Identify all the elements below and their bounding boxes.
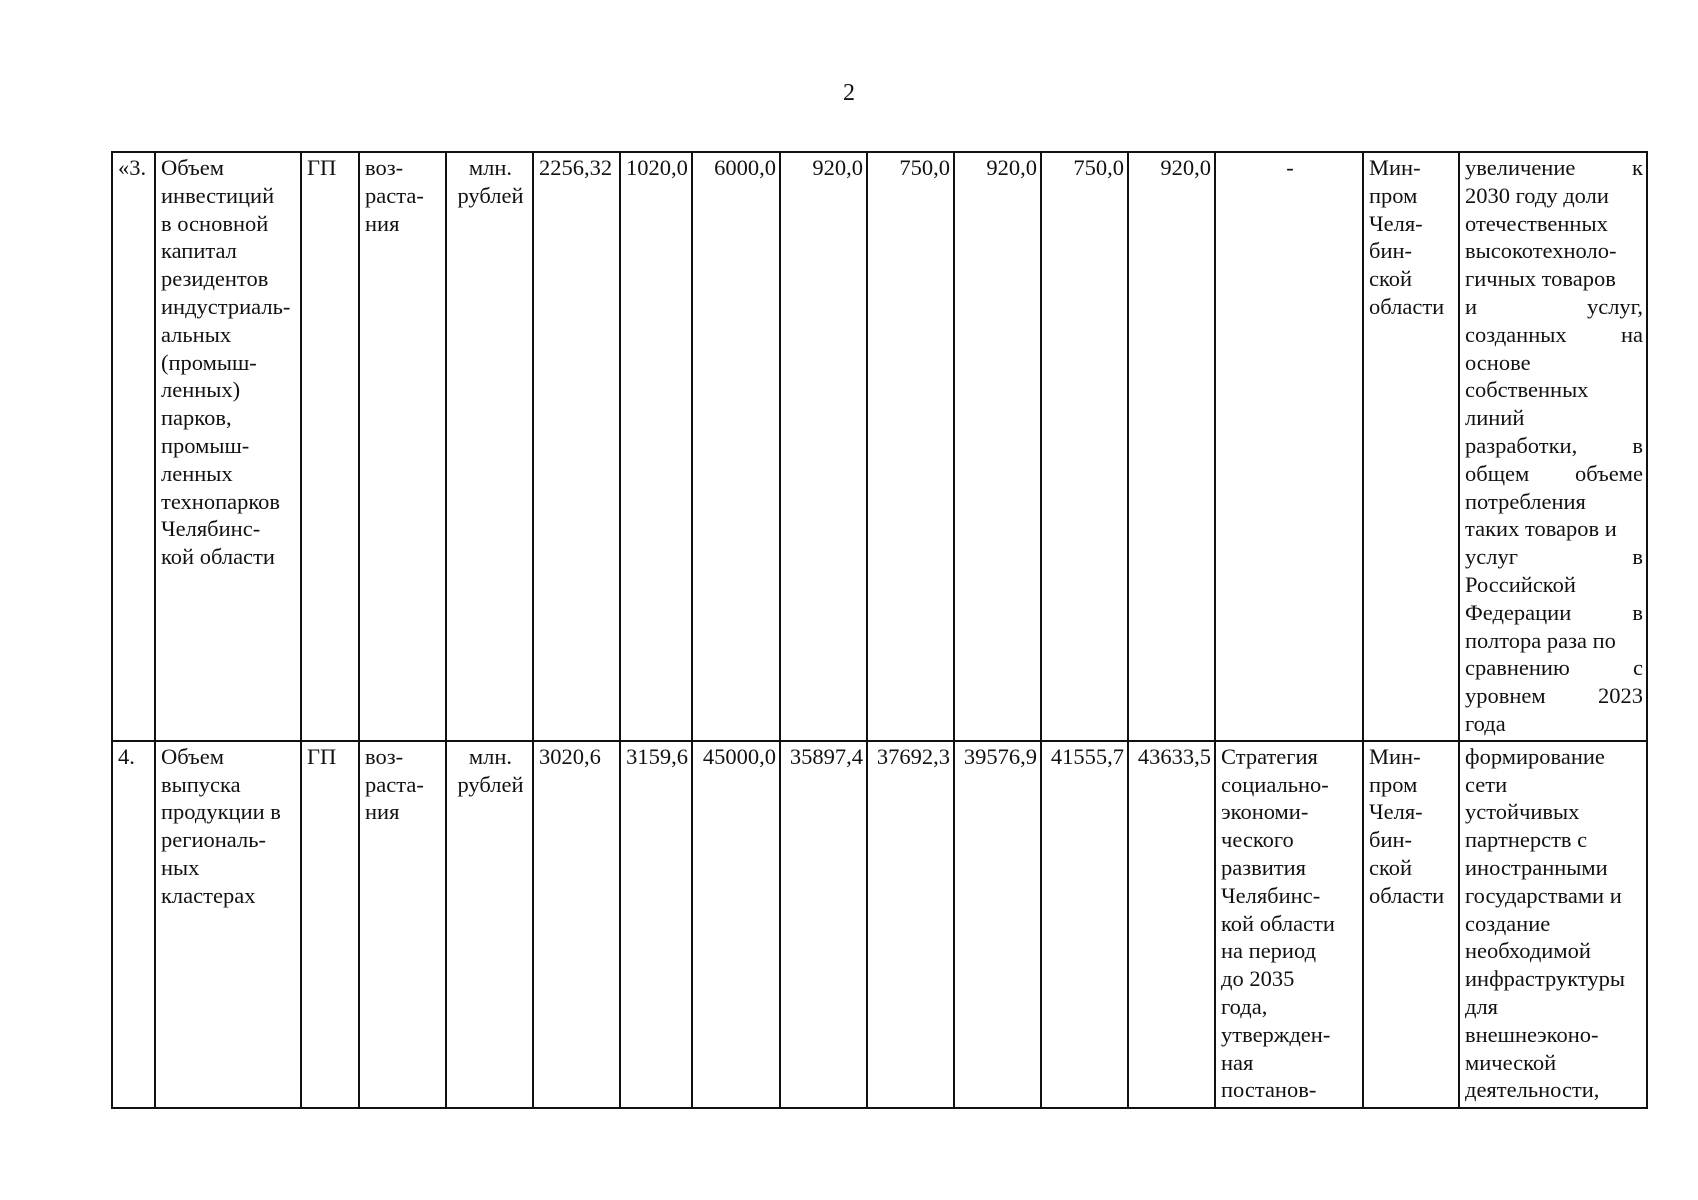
table-row xyxy=(112,152,1647,741)
table-row xyxy=(112,741,1647,1108)
source-document: Стратегия социально- экономи- ческого развития Челябинс- кой области на период до 2035 года, утвержден- ная постанов- xyxy=(1215,741,1363,1108)
result-line: гичных товаров xyxy=(1465,266,1616,292)
result-line: года xyxy=(1465,710,1506,736)
result-line: собственных xyxy=(1465,377,1589,403)
indicator-name: Объем инвестиций в основной капитал резидентов индустриаль- альных (промыш- ленных) парков, промыш- ленных технопарков Челябинс- кой области xyxy=(155,152,301,741)
result-line: уровнем 2023 xyxy=(1465,683,1643,709)
result-line: потребления xyxy=(1465,488,1586,514)
result-line: услуг в xyxy=(1465,544,1643,570)
value-cell: 6000,0 xyxy=(692,152,780,741)
result-line: создание xyxy=(1465,910,1551,936)
indicators-table xyxy=(111,151,1648,1109)
result-line: сети xyxy=(1465,771,1508,797)
result-line: отечественных xyxy=(1465,210,1608,236)
row-number: 4. xyxy=(112,741,155,1108)
result-line: 2030 году доли xyxy=(1465,182,1609,208)
result-line: высокотехноло- xyxy=(1465,238,1617,264)
value-cell: 2256,32 xyxy=(533,152,620,741)
result-line: полтора раза по xyxy=(1465,627,1616,653)
indicator-type: ГП xyxy=(301,741,359,1108)
result-line: иностранными xyxy=(1465,854,1608,880)
responsible-body: Мин- пром Челя- бин- ской области xyxy=(1363,741,1459,1108)
value-cell: 920,0 xyxy=(954,152,1041,741)
result-line: инфраструктуры xyxy=(1465,966,1625,992)
result-line: и услуг, xyxy=(1465,293,1643,319)
result-line: увеличение к xyxy=(1465,155,1643,180)
result-line: внешнеэконо- xyxy=(1465,1021,1599,1047)
result-line: Федерации в xyxy=(1465,599,1643,625)
result-line: линий xyxy=(1465,405,1525,431)
value-cell: 37692,3 xyxy=(867,741,954,1108)
result-line: общем объеме xyxy=(1465,460,1643,486)
expected-result xyxy=(1459,741,1647,1108)
value-cell: 35897,4 xyxy=(780,741,867,1108)
value-cell: 750,0 xyxy=(867,152,954,741)
value-cell: 43633,5 xyxy=(1128,741,1215,1108)
result-line: государствами и xyxy=(1465,882,1622,908)
source-document: - xyxy=(1215,152,1363,741)
value-cell: 3159,6 xyxy=(620,741,692,1108)
result-line: необходимой xyxy=(1465,938,1591,964)
result-line: сравнению с xyxy=(1465,655,1643,681)
row-number: «3. xyxy=(112,152,155,741)
indicator-type: ГП xyxy=(301,152,359,741)
unit-of-measure: млн. рублей xyxy=(446,741,533,1108)
page-number: 2 xyxy=(843,80,855,106)
responsible-body: Мин- пром Челя- бин- ской области xyxy=(1363,152,1459,741)
result-line: таких товаров и xyxy=(1465,516,1617,542)
value-cell: 1020,0 xyxy=(620,152,692,741)
indicator-name: Объем выпуска продукции в региональ- ных кластерах xyxy=(155,741,301,1108)
result-line: основе xyxy=(1465,349,1531,375)
result-line: формирование xyxy=(1465,743,1605,769)
result-line: разработки, в xyxy=(1465,432,1643,458)
result-line: устойчивых xyxy=(1465,799,1580,825)
value-cell: 920,0 xyxy=(1128,152,1215,741)
expected-result xyxy=(1459,152,1647,741)
value-cell: 45000,0 xyxy=(692,741,780,1108)
result-line: созданных на xyxy=(1465,321,1643,347)
indicator-direction: воз- раста- ния xyxy=(359,741,446,1108)
result-line: для xyxy=(1465,993,1499,1019)
indicator-direction: воз- раста- ния xyxy=(359,152,446,741)
value-cell: 3020,6 xyxy=(533,741,620,1108)
value-cell: 39576,9 xyxy=(954,741,1041,1108)
result-line: партнерств с xyxy=(1465,827,1588,853)
value-cell: 920,0 xyxy=(780,152,867,741)
unit-of-measure: млн. рублей xyxy=(446,152,533,741)
value-cell: 750,0 xyxy=(1041,152,1128,741)
result-line: деятельности, xyxy=(1465,1077,1600,1103)
value-cell: 41555,7 xyxy=(1041,741,1128,1108)
result-line: Российской xyxy=(1465,571,1576,597)
result-line: мической xyxy=(1465,1049,1557,1075)
